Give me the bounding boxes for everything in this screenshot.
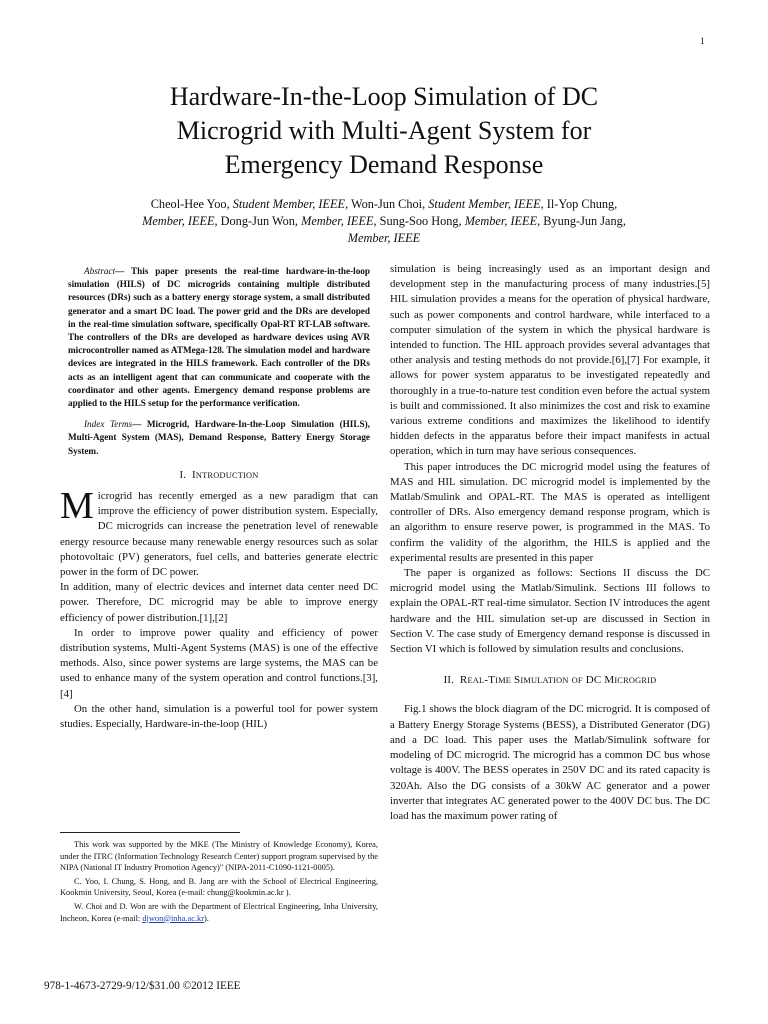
section-number: I. xyxy=(179,468,187,481)
footnote-rule xyxy=(60,832,240,833)
intro-paragraph xyxy=(60,485,378,580)
author-line xyxy=(70,196,698,213)
author-role: Member, IEEE xyxy=(464,214,538,228)
heading-initial: R xyxy=(459,674,468,687)
left-column xyxy=(60,262,378,732)
drop-cap: M xyxy=(60,485,94,528)
body-paragraph: simulation is being increasingly used as an important design and development step in the manufacturing process of many industries.[5] HIL simulation provides a means for the operation of physical hardware, such as power components and control hardware, while interfaced to a computer simulation of the system in which the physical hardware is intended to function. The HIL approach provides several advantages that other analysis and testing methods do not provide.[6],[7] For example, it allows for power system apparatus to be investigated repeatedly and thoroughly in a true-to-nature test condition even before the actual system is built and commissioned. It also minimizes the cost and risk to examine various extreme conditions and maximizes the likelihood to identify hidden defects in the apparatus before their impact manifests in actual operation, which in turn may have serious consequences. xyxy=(390,263,710,458)
abstract-label: Abstract xyxy=(84,266,116,276)
author-line xyxy=(70,213,698,230)
body-paragraph: In order to improve power quality and efficiency of power distribution systems, Multi-Agent Systems (MAS) is one of the effective methods. Also, since power systems are large systems, the MAS can be used to enhance many of the system operation and control functions.[3],[4] xyxy=(60,626,378,700)
author-role: Member, IEEE xyxy=(142,214,215,228)
section-number: II. xyxy=(443,674,455,687)
author-name: , Dong-Jun Won, xyxy=(214,214,302,228)
author-role: Student Member, IEEE xyxy=(232,197,346,211)
footnote: This work was supported by the MKE (The Ministry of Knowledge Economy), Korea, under the ITRC (Information Technology Research Center) support program supervised by the NIPA (National IT Industry Promotion Agency)" (NIPA-2011-C1090-1121-0005). xyxy=(60,840,378,873)
heading-initial: -T xyxy=(484,674,496,687)
body-paragraph: On the other hand, simulation is a powerful tool for power system studies. Especially, Hardware-in-the-loop (HIL) xyxy=(60,702,378,731)
author-name: , Il-Yop Chung, xyxy=(540,197,618,211)
heading-rest: NTRODUCTION xyxy=(195,470,259,480)
heading-rest: OF xyxy=(571,676,583,686)
section-heading-realtime-simulation xyxy=(390,673,710,688)
title-line: Hardware-In-the-Loop Simulation of DC xyxy=(169,82,599,111)
title-line: Microgrid with Multi-Agent System for xyxy=(176,116,592,145)
heading-initial: I xyxy=(191,468,196,481)
body-paragraph: In addition, many of electric devices and internet data center need DC power. Therefore, DC microgrid may be able to improve energy efficiency of power distribution.[1],[2] xyxy=(60,581,378,624)
page-number: 1 xyxy=(700,36,705,46)
author-name: , Won-Jun Choi, xyxy=(345,197,429,211)
index-terms xyxy=(68,418,370,458)
body-paragraph: Fig.1 shows the block diagram of the DC microgrid. It is composed of a Battery Energy Storage Systems (BESS), a Distributed Generator (DG) and a DC load. This paper uses the Matlab/Simulink software for modeling of DC microgrid. The microgrid has a common DC bus whose voltage is 400V. The BESS operates in 250V DC and its rated capacity is 320Ah. Also the DG consists of a 30kW AC generator and a power inverter that integrates AC generated power to the 400V DC bus. The DC load has the maximum power rating of xyxy=(390,703,710,822)
index-terms-text: — Microgrid, Hardware-In-the-Loop Simulation (HILS), Multi-Agent System (MAS), Demand Response, Battery Energy Storage System. xyxy=(68,419,370,456)
heading-initial: DC M xyxy=(582,674,615,687)
footnote-text: W. Choi and D. Won are with the Department of Electrical Engineering, Inha University, Incheon, Korea (e-mail: xyxy=(60,901,378,923)
intro-text: icrogrid has recently emerged as a new paradigm that can improve the efficiency of power distribution system. Especially, DC microgrids can increase the penetration level of renewable energy resource because many renewable energy resources such as solar photovoltaic (PV) generators, fuel cells, and batteries generate electric power in the form of DC power. xyxy=(60,490,378,579)
author-name: Cheol-Hee Yoo, xyxy=(150,197,233,211)
author-name: , Sung-Soo Hong, xyxy=(373,214,465,228)
heading-rest: IME xyxy=(495,676,512,686)
section-heading-introduction xyxy=(60,468,378,483)
body-paragraph: This paper introduces the DC microgrid model using the features of MAS and HIL simulation. DC microgrid model is implemented by the Matlab/Smulink and OPAL-RT. The MAS is operated as intelligent controller of DRs. Also emergency demand response program, which is an algorithm to ensure reserve power, is programmed in the MAS. To confirm the validity of the algorithm, the HILS is applied and the experimental results are presented in this paper xyxy=(390,460,710,564)
author-role: Member, IEEE xyxy=(347,231,421,245)
abstract-text: — This paper presents the real-time hardware-in-the-loop simulation (HILS) of DC microgrids containing multiple distributed resources (DRs) such as a battery energy storage system, a small distributed generator and a smart DC load. The power grid and the DRs are developed in the real-time simulation software, specifically Opal-RT RT-LAB software. The controllers of the DRs are developed as hardware devices using AVR microcontroller named as ATMega-128. The simulation model and hardware devices are integrated in the HILS framework. Each controller of the DRs acts as an intelligent agent that can communicate and cooperate with the coordinator and other agents. Emergency demand response problems are applied to the HILS setup for the performance verification. xyxy=(68,266,370,409)
paper-title xyxy=(60,80,708,182)
heading-rest: ICROGRID xyxy=(614,676,657,686)
heading-rest: IMULATION xyxy=(520,676,569,686)
index-terms-label: Index Terms xyxy=(84,419,133,430)
title-line: Emergency Demand Response xyxy=(224,150,544,179)
author-name: , Byung-Jun Jang, xyxy=(537,214,626,228)
right-column xyxy=(390,262,710,824)
footnotes xyxy=(60,832,378,926)
author-list xyxy=(70,196,698,247)
footnote-text: ). xyxy=(204,913,209,923)
heading-rest: EAL xyxy=(467,676,485,686)
author-role: Member, IEEE xyxy=(301,214,374,228)
abstract xyxy=(68,265,370,410)
footnote: C. Yoo, I. Chung, S. Hong, and B. Jang are with the School of Electrical Engineering, Kookmin University, Seoul, Korea (e-mail: chung@kookmin.ac.kr ). xyxy=(60,876,378,898)
heading-initial: S xyxy=(511,674,521,687)
author-role: Student Member, IEEE xyxy=(428,197,541,211)
body-paragraph: The paper is organized as follows: Sections II discuss the DC microgrid model using the Matlab/Simulink. Sections III follows to explain the OPAL-RT real-time simulator. Section IV introduces the agent hardware and the HIL simulation set-up are discussed in Section in Section V. The case study of Emergency demand response is discussed in Section VI which is followed by simulation results and conclusions. xyxy=(390,567,710,656)
email-link[interactable]: djwon@inha.ac.kr xyxy=(142,913,204,923)
footnote xyxy=(60,901,378,924)
copyright-notice: 978-1-4673-2729-9/12/$31.00 ©2012 IEEE xyxy=(44,980,241,992)
